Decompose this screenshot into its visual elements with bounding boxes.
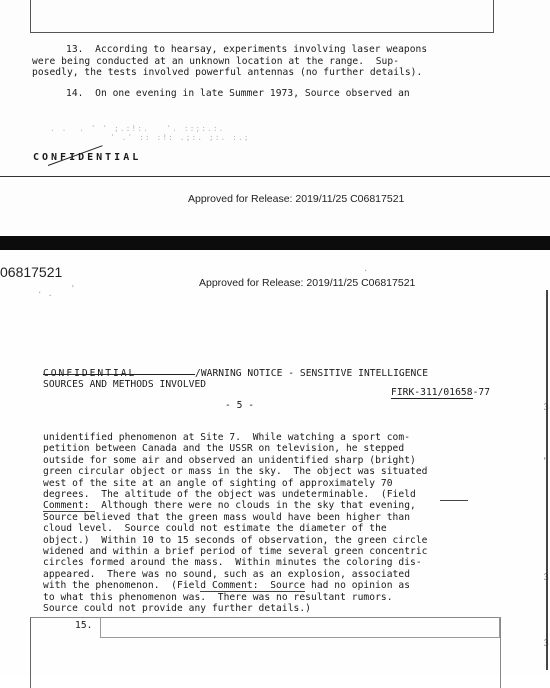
scan-edge-mark: ' <box>544 456 546 466</box>
scan-edge-mark: 3 <box>544 638 549 648</box>
document-number-fragment: 06817521 <box>0 264 63 280</box>
classification-marking: CONFIDENTIAL <box>33 152 142 163</box>
body-line: outside for some air and observed an unidentified sharp (bright) <box>43 454 416 466</box>
report-number-underline <box>391 398 473 399</box>
report-number: FIRK-311/01658-77 <box>391 387 491 398</box>
body-line: to what this phenomenon was. There was no resultant rumors. <box>43 591 393 603</box>
page-divider <box>0 236 550 250</box>
scan-speck: · <box>364 266 368 277</box>
body-line: Source could not provide any further details.) <box>43 603 311 614</box>
faded-stamp-line-2: ' .' :: :!: .;:. ;:. :.; <box>110 133 250 142</box>
paragraph-13-line-3: posedly, the tests involved powerful antennas (no further details). <box>32 67 423 78</box>
body-line: Comment: Although there were no clouds in the sky that evening, <box>43 500 416 512</box>
body-line: west of the site at an angle of sighting of approximately 70 <box>43 477 393 489</box>
scan-speck: · . <box>38 288 52 299</box>
page-number: - 5 - <box>225 400 255 411</box>
warning-notice-line-1: /WARNING NOTICE - SENSITIVE INTELLIGENCE <box>195 368 429 379</box>
current-page <box>0 250 550 676</box>
body-line: Source believed that the green mass would have been higher than <box>43 511 411 523</box>
warning-notice-line-2: SOURCES AND METHODS INVOLVED <box>43 379 207 390</box>
body-line: degrees. The altitude of the object was undeterminable. (Field <box>43 489 416 500</box>
field-comment-underline <box>43 511 95 512</box>
body-line: green circular object or mass in the sky. The object was situated <box>43 466 428 478</box>
release-stamp-top: Approved for Release: 2019/11/25 C06817521 <box>188 193 405 205</box>
body-line: widened and within a brief period of time several green concentric <box>43 546 428 557</box>
body-line: circles formed around the mass. Within minutes the coloring dis- <box>43 557 422 569</box>
body-line: appeared. There was no sound, such as an explosion, associated <box>43 568 411 580</box>
body-line: cloud level. Source could not estimate the diameter of the <box>43 523 387 535</box>
paragraph-15-number: 15. <box>75 620 93 631</box>
page-bottom-rule <box>0 176 550 177</box>
body-line: petition between Canada and the USSR on television, he stepped <box>43 443 405 455</box>
paragraph-13-line-2: were being conducted at an unknown location at the range. Sup- <box>32 55 400 67</box>
field-comment-underline <box>440 500 468 501</box>
field-comment-underline <box>200 591 305 592</box>
paragraph-13-line-1: 13. According to hearsay, experiments involving laser weapons <box>66 44 428 55</box>
faded-stamp-line-1: . . . ' ' ;.:!:. '. ::;:.:. <box>50 124 225 133</box>
classification-strike-line <box>43 374 195 375</box>
paragraph-14-line-1: 14. On one evening in late Summer 1973, Source observed an <box>66 88 410 99</box>
scan-speck: ' <box>72 284 74 295</box>
scan-edge-line <box>546 290 548 670</box>
redaction-field <box>100 617 500 638</box>
previous-page-fragment <box>0 0 550 236</box>
scan-edge-mark: 3 <box>544 402 549 412</box>
body-line: object.) Within 10 to 15 seconds of observation, the green circle <box>43 534 428 546</box>
body-line: unidentified phenomenon at Site 7. While watching a sport com- <box>43 432 411 443</box>
scan-edge-mark: 3 <box>544 572 549 582</box>
body-line: with the phenomenon. (Field Comment: Source had no opinion as <box>43 580 411 592</box>
redaction-box <box>30 0 494 33</box>
release-stamp-bottom: Approved for Release: 2019/11/25 C06817521 <box>199 277 416 289</box>
